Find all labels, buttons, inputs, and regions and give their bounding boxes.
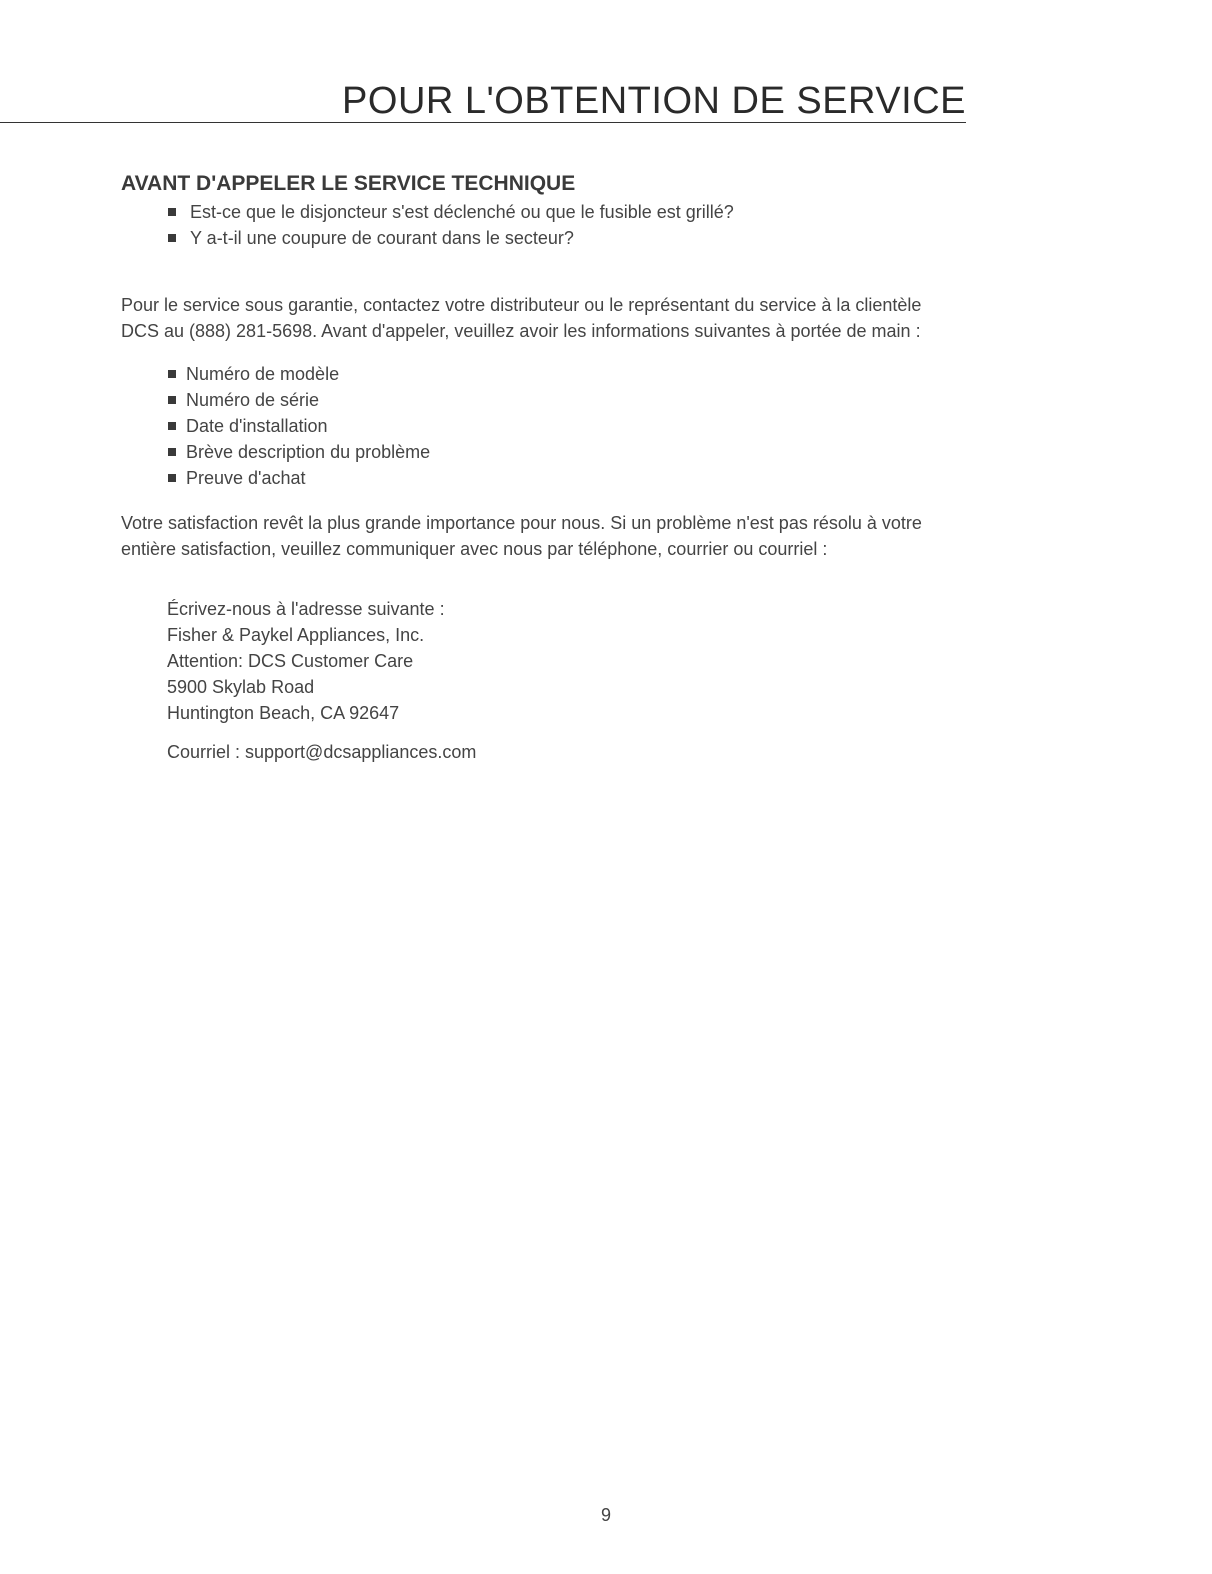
page-title: POUR L'OBTENTION DE SERVICE [342,80,966,122]
address-line: Fisher & Paykel Appliances, Inc. [167,625,425,645]
support-email: Courriel : support@dcsappliances.com [167,742,477,762]
warranty-line-1: Pour le service sous garantie, contactez votre distributeur ou le représentant du service à la clientèle [121,295,922,315]
list-item-text: Preuve d'achat [186,467,306,488]
section-heading-before-call: AVANT D'APPELER LE SERVICE TECHNIQUE [121,172,576,195]
list-item [168,439,430,465]
square-bullet-icon [168,370,176,378]
square-bullet-icon [168,396,176,404]
list-item [168,225,734,251]
satisfaction-paragraph [121,510,971,562]
list-item [168,199,734,225]
square-bullet-icon [168,474,176,482]
list-item-text: Numéro de modèle [186,363,340,384]
address-line: 5900 Skylab Road [167,677,315,697]
list-item-text: Y a-t-il une coupure de courant dans le secteur? [190,227,574,248]
mailing-address [167,596,445,726]
list-item-text: Date d'installation [186,415,328,436]
satisfaction-line-2: entière satisfaction, veuillez communiquer avec nous par téléphone, courrier ou courriel : [121,539,828,559]
list-item-text: Brève description du problème [186,441,431,462]
list-item-text: Est-ce que le disjoncteur s'est déclenché ou que le fusible est grillé? [190,201,734,222]
list-item [168,465,430,491]
address-line: Écrivez-nous à l'adresse suivante : [167,599,445,619]
square-bullet-icon [168,208,176,216]
address-line: Attention: DCS Customer Care [167,651,414,671]
address-line: Huntington Beach, CA 92647 [167,703,400,723]
list-item [168,387,430,413]
title-underline [0,122,966,123]
list-item [168,361,430,387]
satisfaction-line-1: Votre satisfaction revêt la plus grande importance pour nous. Si un problème n'est pas résolu à votre [121,513,922,533]
square-bullet-icon [168,422,176,430]
required-info-list [168,361,430,491]
checklist [168,199,734,251]
warranty-paragraph [121,292,971,344]
list-item-text: Numéro de série [186,389,320,410]
square-bullet-icon [168,448,176,456]
page-number: 9 [600,1505,611,1525]
warranty-line-2: DCS au (888) 281-5698. Avant d'appeler, veuillez avoir les informations suivantes à portée de main : [121,321,921,341]
list-item [168,413,430,439]
square-bullet-icon [168,234,176,242]
